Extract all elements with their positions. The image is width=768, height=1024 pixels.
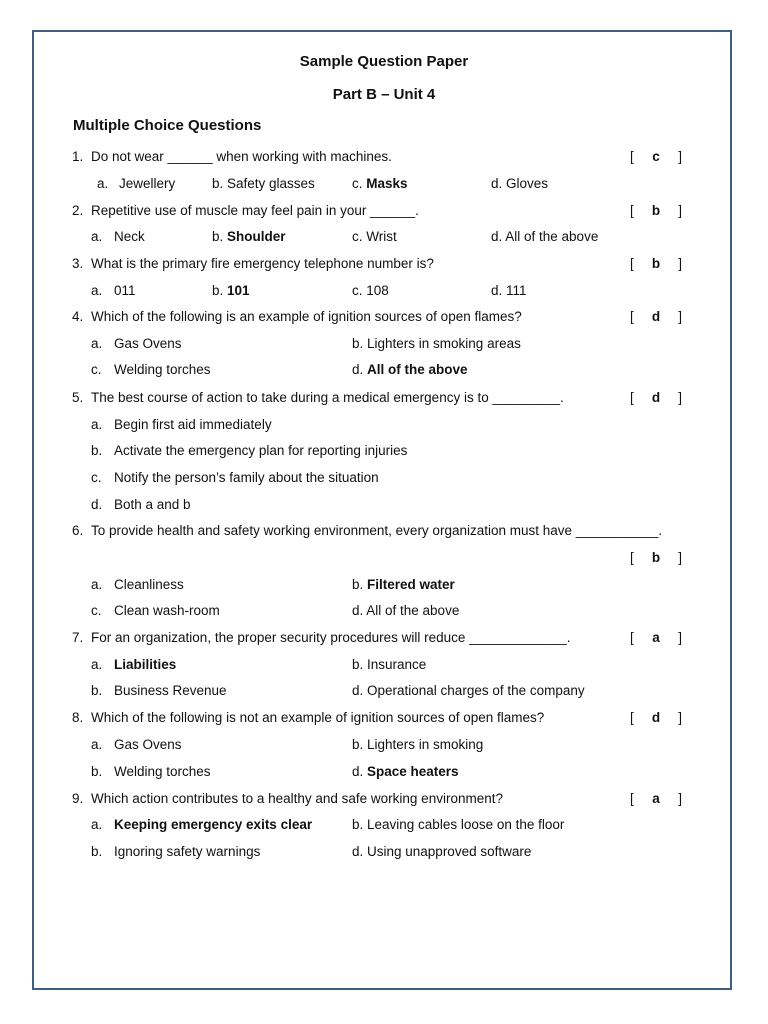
option-a: Gas Ovens [114, 737, 182, 752]
option-d: d. Space heaters [352, 764, 459, 779]
option-c-letter: c. [91, 362, 102, 377]
answer-key: [ d ] [630, 390, 682, 405]
question-number: 8. [72, 710, 84, 725]
option-d: d. Gloves [491, 176, 549, 191]
option-c: Ignoring safety warnings [114, 844, 261, 859]
question-number: 6. [72, 523, 84, 538]
option-d-letter: d. [91, 497, 103, 512]
option-a-letter: a. [91, 417, 103, 432]
option-d: Both a and b [114, 497, 191, 512]
option-c-letter: b. [91, 683, 103, 698]
option-a: Keeping emergency exits clear [114, 817, 313, 832]
question-number: 1. [72, 149, 84, 164]
option-a-letter: a. [91, 577, 103, 592]
option-c-letter: c. [91, 470, 102, 485]
option-a: Begin first aid immediately [114, 417, 272, 432]
option-a-letter: a. [91, 817, 103, 832]
option-c: Business Revenue [114, 683, 227, 698]
question-text: What is the primary fire emergency telephone number is? [91, 256, 434, 271]
option-a-letter: a. [97, 176, 109, 191]
option-c: Welding torches [114, 362, 211, 377]
answer-key: [ b ] [630, 203, 682, 218]
question-number: 4. [72, 309, 84, 324]
question-text: Which of the following is an example of ignition sources of open flames? [91, 309, 522, 324]
question-text: For an organization, the proper security procedures will reduce _____________. [91, 630, 571, 645]
option-a-letter: a. [91, 229, 103, 244]
option-b-letter: b. [91, 443, 103, 458]
option-c: Notify the person’s family about the situation [114, 470, 379, 485]
option-a: Jewellery [119, 176, 176, 191]
option-b: Activate the emergency plan for reporting injuries [114, 443, 408, 458]
section-heading: Multiple Choice Questions [73, 117, 262, 134]
option-a-letter: a. [91, 336, 103, 351]
question-number: 9. [72, 791, 84, 806]
question-text: Do not wear ______ when working with machines. [91, 149, 392, 164]
option-d: d. All of the above [352, 362, 468, 377]
question-text: The best course of action to take during a medical emergency is to _________. [91, 390, 564, 405]
option-b: b. Lighters in smoking [352, 737, 484, 752]
option-a-letter: a. [91, 283, 103, 298]
option-b: b. Lighters in smoking areas [352, 336, 521, 351]
question-number: 7. [72, 630, 84, 645]
option-a: Cleanliness [114, 577, 184, 592]
option-c: Welding torches [114, 764, 211, 779]
option-b: b. 101 [212, 283, 250, 298]
option-a: Neck [114, 229, 145, 244]
option-d: d. Operational charges of the company [352, 683, 585, 698]
question-text: Repetitive use of muscle may feel pain in your ______. [91, 203, 419, 218]
paper-title: Sample Question Paper [299, 53, 469, 70]
option-d: d. All of the above [491, 229, 599, 244]
option-b: b. Leaving cables loose on the floor [352, 817, 565, 832]
option-b: b. Shoulder [212, 229, 286, 244]
option-b: b. Insurance [352, 657, 427, 672]
option-b: b. Filtered water [352, 577, 455, 592]
option-c-letter: b. [91, 764, 103, 779]
answer-key: [ b ] [630, 256, 682, 271]
option-d: d. All of the above [352, 603, 460, 618]
question-number: 5. [72, 390, 84, 405]
answer-key: [ b ] [630, 550, 682, 565]
option-c: c. Masks [352, 176, 408, 191]
question-text: Which action contributes to a healthy and safe working environment? [91, 791, 503, 806]
question-number: 3. [72, 256, 84, 271]
answer-key: [ a ] [630, 791, 682, 806]
option-b: b. Safety glasses [212, 176, 315, 191]
option-c: c. 108 [352, 283, 389, 298]
option-c: Clean wash-room [114, 603, 220, 618]
option-c-letter: b. [91, 844, 103, 859]
option-c: c. Wrist [352, 229, 397, 244]
option-a: Liabilities [114, 657, 177, 672]
option-c-letter: c. [91, 603, 102, 618]
option-a-letter: a. [91, 737, 103, 752]
answer-key: [ d ] [630, 710, 682, 725]
answer-key: [ d ] [630, 309, 682, 324]
question-number: 2. [72, 203, 84, 218]
paper-part: Part B – Unit 4 [332, 86, 436, 103]
option-a: 011 [114, 283, 136, 298]
option-a-letter: a. [91, 657, 103, 672]
question-text: To provide health and safety working environment, every organization must have ___________. [91, 523, 663, 538]
option-d: d. 111 [491, 283, 527, 298]
answer-key: [ a ] [630, 630, 682, 645]
question-text: Which of the following is not an example of ignition sources of open flames? [91, 710, 545, 725]
answer-key: [ c ] [630, 149, 682, 164]
option-d: d. Using unapproved software [352, 844, 532, 859]
option-a: Gas Ovens [114, 336, 182, 351]
